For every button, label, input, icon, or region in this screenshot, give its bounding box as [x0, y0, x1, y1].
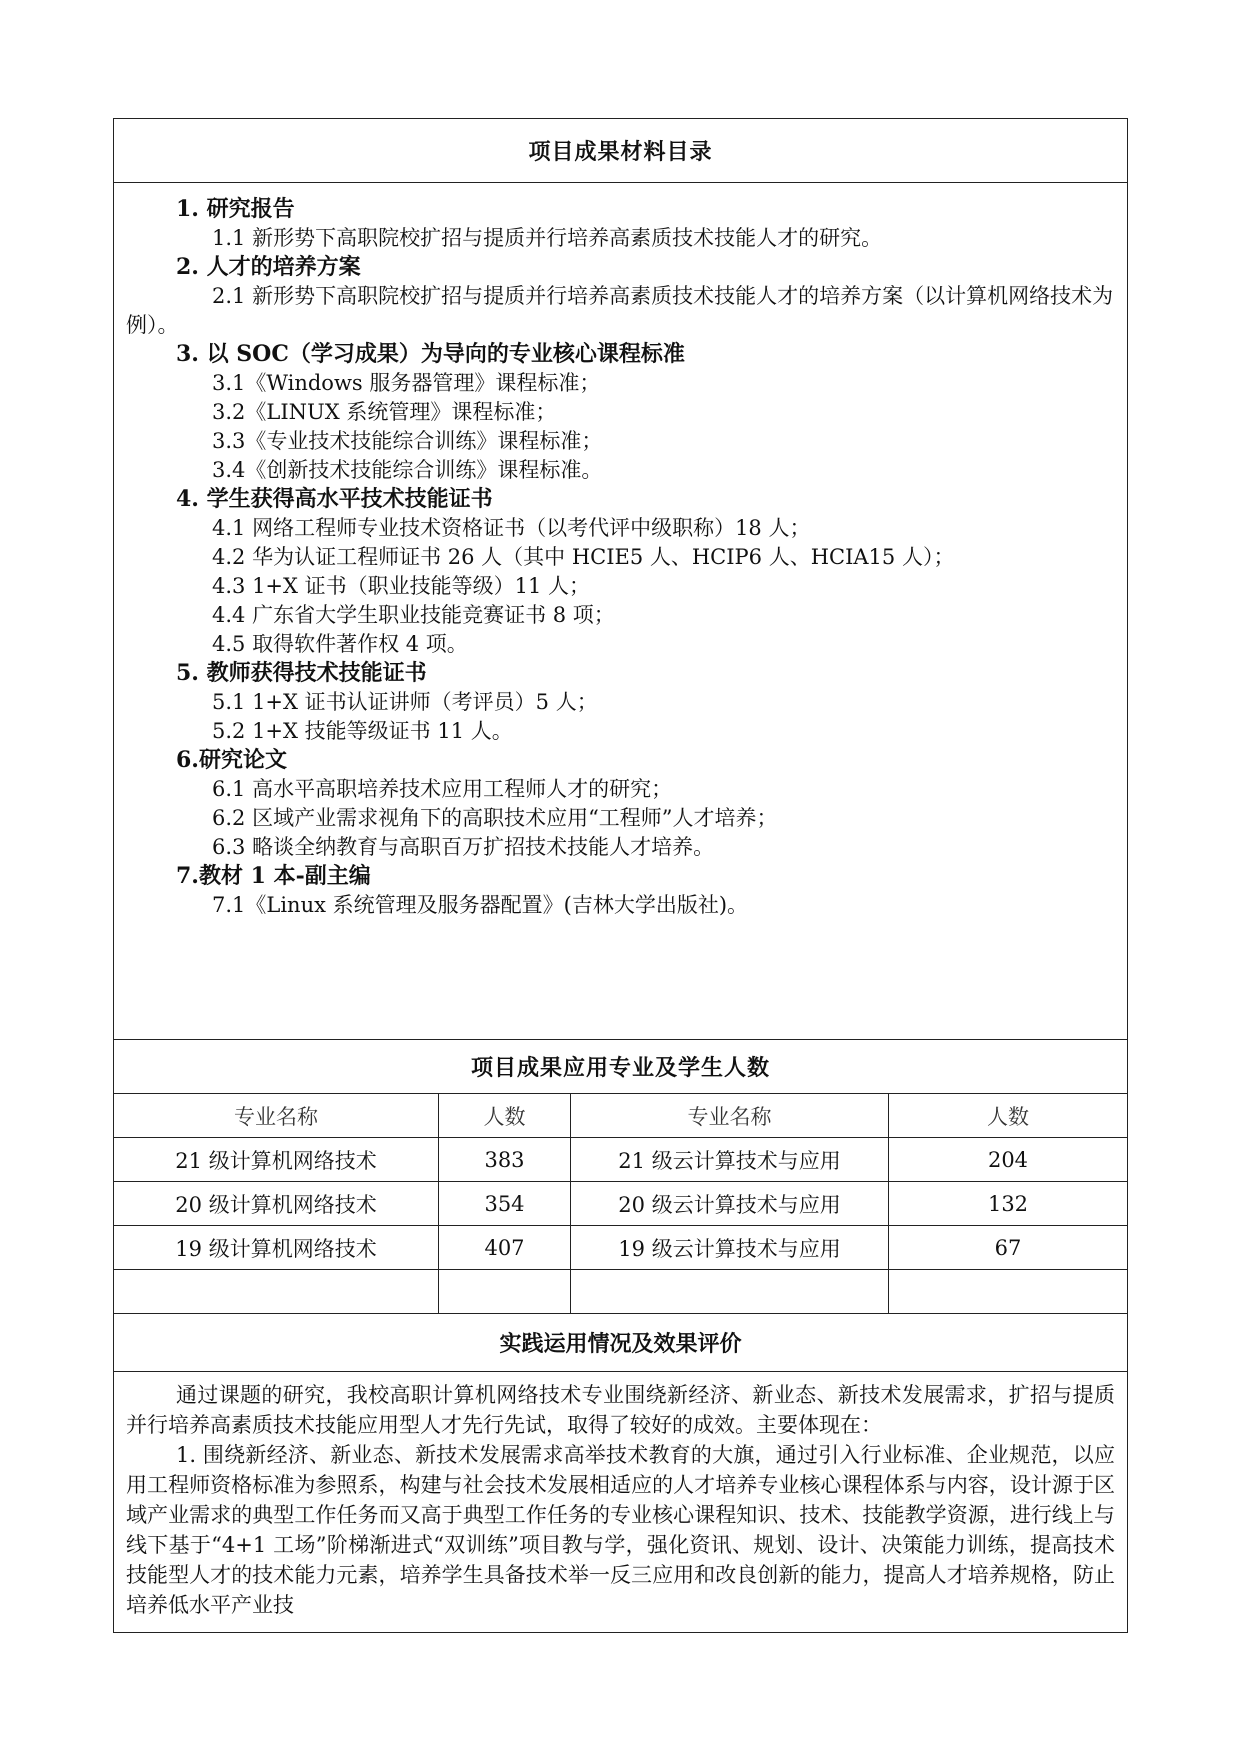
eval-paragraph-2: 1. 围绕新经济、新业态、新技术发展需求高举技术教育的大旗，通过引入行业标准、企业规范，以应用工程师资格标准为参照系，构建与社会技术发展相适应的人才培养专业核心课程体系与内容，设计源于区域产业需求的典型工作任务而又高于典型工作任务的专业核心课程知识、技术、技能教学资源，进行线上与线下基于“4+1 工场”阶梯渐进式“双训练”项目教与学，强化资讯、规划、设计、决策能力训练，提高技术技能型人才的技术能力元素，培养学生具备技术举一反三应用和改良创新的能力，提高人才培养规格，防止培养低水平产业技 [126, 1443, 1115, 1617]
table-cell [889, 1270, 1127, 1314]
table-cell: 19 级云计算技术与应用 [571, 1226, 889, 1270]
toc-item-6-3: 6.3 略谈全纳教育与高职百万扩招技术技能人才培养。 [212, 835, 715, 859]
table-cell: 21 级云计算技术与应用 [571, 1138, 889, 1182]
table-header-cell: 专业名称 [571, 1094, 889, 1138]
toc-section [114, 183, 1127, 1040]
toc-item-4-3: 4.3 1+X 证书（职业技能等级）11 人； [212, 574, 591, 598]
table-cell [114, 1270, 439, 1314]
toc-item-6-1: 6.1 高水平高职培养技术应用工程师人才的研究； [212, 777, 673, 801]
table-cell: 20 级云计算技术与应用 [571, 1182, 889, 1226]
students-table [114, 1094, 1127, 1314]
toc-heading-4: 4. 学生获得高水平技术技能证书 [176, 486, 493, 512]
document-frame [113, 118, 1128, 1633]
eval-paragraph-1: 通过课题的研究，我校高职计算机网络技术专业围绕新经济、新业态、新技术发展需求，扩招与提质并行培养高素质技术技能应用型人才先行先试，取得了较好的成效。主要体现在： [126, 1383, 1115, 1437]
toc-item-4-2: 4.2 华为认证工程师证书 26 人（其中 HCIE5 人、HCIP6 人、HCIA15 人）； [212, 545, 955, 569]
eval-section [114, 1372, 1127, 1620]
toc-item-2-1: 2.1 新形势下高职院校扩招与提质并行培养高素质技术技能人才的培养方案（以计算机网络技术为例）。 [126, 284, 1114, 337]
toc-item-4-1: 4.1 网络工程师专业技术资格证书（以考代评中级职称）18 人； [212, 516, 811, 540]
toc-item-4-4: 4.4 广东省大学生职业技能竞赛证书 8 项； [212, 603, 615, 627]
eval-title: 实践运用情况及效果评价 [114, 1314, 1127, 1372]
table-cell [571, 1270, 889, 1314]
table-cell: 383 [439, 1138, 571, 1182]
table-cell: 20 级计算机网络技术 [114, 1182, 439, 1226]
toc-heading-6: 6.研究论文 [176, 747, 287, 773]
table-header-cell: 专业名称 [114, 1094, 439, 1138]
table-cell: 19 级计算机网络技术 [114, 1226, 439, 1270]
toc-item-3-1: 3.1《Windows 服务器管理》课程标准； [212, 371, 601, 395]
table-cell: 354 [439, 1182, 571, 1226]
toc-item-5-1: 5.1 1+X 证书认证讲师（考评员）5 人； [212, 690, 598, 714]
table-cell: 21 级计算机网络技术 [114, 1138, 439, 1182]
toc-heading-5: 5. 教师获得技术技能证书 [176, 660, 427, 686]
toc-heading-1: 1. 研究报告 [176, 196, 295, 222]
table-header-cell: 人数 [439, 1094, 571, 1138]
table-cell: 407 [439, 1226, 571, 1270]
toc-title: 项目成果材料目录 [114, 119, 1127, 183]
toc-item-4-5: 4.5 取得软件著作权 4 项。 [212, 632, 468, 656]
toc-item-3-2: 3.2《LINUX 系统管理》课程标准； [212, 400, 557, 424]
toc-item-7-1: 7.1《Linux 系统管理及服务器配置》(吉林大学出版社)。 [212, 893, 749, 917]
toc-heading-7: 7.教材 1 本-副主编 [176, 863, 371, 889]
table-title: 项目成果应用专业及学生人数 [114, 1040, 1127, 1094]
toc-item-1-1: 1.1 新形势下高职院校扩招与提质并行培养高素质技术技能人才的研究。 [212, 226, 883, 250]
toc-item-5-2: 5.2 1+X 技能等级证书 11 人。 [212, 719, 513, 743]
toc-item-3-4: 3.4《创新技术技能综合训练》课程标准。 [212, 458, 603, 482]
toc-item-6-2: 6.2 区域产业需求视角下的高职技术应用“工程师”人才培养； [212, 806, 778, 830]
table-cell: 204 [889, 1138, 1127, 1182]
table-cell: 132 [889, 1182, 1127, 1226]
table-cell [439, 1270, 571, 1314]
toc-heading-2: 2. 人才的培养方案 [176, 254, 361, 280]
table-cell: 67 [889, 1226, 1127, 1270]
toc-item-3-3: 3.3《专业技术技能综合训练》课程标准； [212, 429, 603, 453]
table-header-cell: 人数 [889, 1094, 1127, 1138]
toc-heading-3: 3. 以 SOC（学习成果）为导向的专业核心课程标准 [176, 341, 685, 367]
